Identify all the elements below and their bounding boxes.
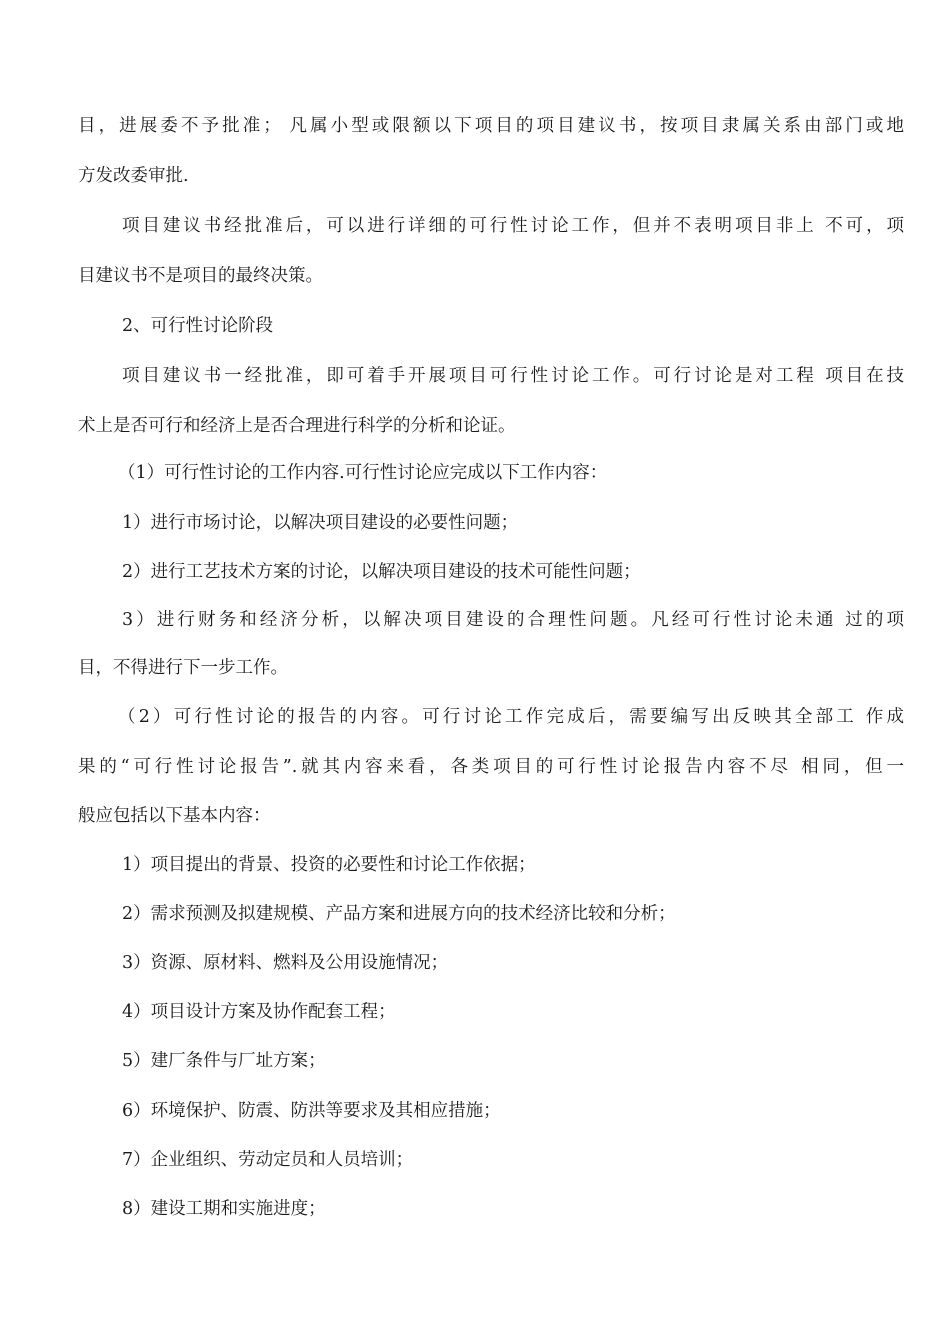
list-item: 8）建设工期和实施进度； bbox=[122, 1199, 326, 1219]
text-line: 项目建议书一经批准，即可着手开展项目可行性讨论工作。可行讨论是对工程 项目在技 bbox=[122, 366, 904, 386]
list-item: 6）环境保护、防震、防洪等要求及其相应措施； bbox=[122, 1101, 501, 1121]
text-line: 般应包括以下基本内容： bbox=[78, 806, 271, 826]
list-item: 1）进行市场讨论，以解决项目建设的必要性问题； bbox=[122, 513, 519, 533]
list-item: 4）项目设计方案及协作配套工程； bbox=[122, 1002, 396, 1022]
text-line: 目，不得进行下一步工作。 bbox=[78, 658, 288, 678]
list-item: 7）企业组织、劳动定员和人员培训； bbox=[122, 1150, 414, 1170]
list-item: 2）进行工艺技术方案的讨论，以解决项目建设的技术可能性问题； bbox=[122, 562, 641, 582]
list-item: 1）项目提出的背景、投资的必要性和讨论工作依据； bbox=[122, 855, 536, 875]
text-line: （1）可行性讨论的工作内容.可行性讨论应完成以下工作内容： bbox=[118, 463, 608, 483]
list-item: 3）资源、原材料、燃料及公用设施情况； bbox=[122, 953, 449, 973]
text-line: 果的“可行性讨论报告”.就其内容来看，各类项目的可行性讨论报告内容不尽 相同，但一 bbox=[78, 757, 904, 777]
section-heading: 2、可行性讨论阶段 bbox=[122, 316, 274, 336]
list-item: 5）建厂条件与厂址方案； bbox=[122, 1051, 326, 1071]
text-line: （2）可行性讨论的报告的内容。可行讨论工作完成后，需要编写出反映其全部工 作成 bbox=[118, 707, 904, 727]
list-item: 3）进行财务和经济分析，以解决项目建设的合理性问题。凡经可行性讨论未通 过的项 bbox=[122, 610, 904, 630]
text-line: 目，进展委不予批准； 凡属小型或限额以下项目的项目建议书，按项目隶属关系由部门或地 bbox=[78, 116, 904, 136]
text-line: 项目建议书经批准后，可以进行详细的可行性讨论工作，但并不表明项目非上 不可，项 bbox=[122, 216, 904, 236]
list-item: 2）需求预测及拟建规模、产品方案和进展方向的技术经济比较和分析； bbox=[122, 904, 676, 924]
text-line: 术上是否可行和经济上是否合理进行科学的分析和论证。 bbox=[78, 416, 516, 436]
text-line: 目建议书不是项目的最终决策。 bbox=[78, 266, 323, 286]
text-line: 方发改委审批. bbox=[78, 166, 189, 186]
